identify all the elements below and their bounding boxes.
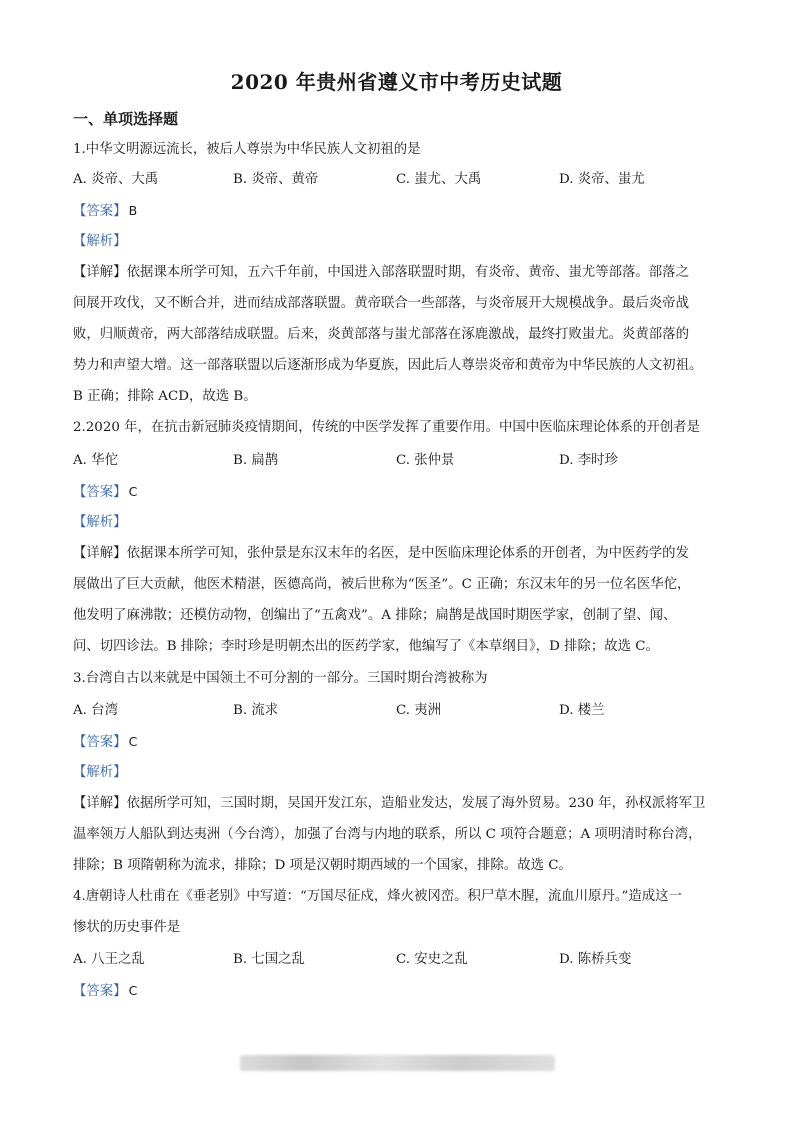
detail-label: 【详解】 — [73, 546, 127, 561]
question-1-analysis-label — [73, 232, 723, 252]
option-d: D. 陈桥兵变 — [559, 952, 632, 967]
question-3-detail-line: 温率领万人船队到达夷洲（今台湾），加强了台湾与内地的联系，所以 C 项符合题意；A 项明清时称台湾， — [73, 827, 702, 842]
question-4-options — [73, 950, 723, 970]
option-c: C. 夷洲 — [396, 703, 442, 718]
question-3-detail-line — [73, 794, 723, 814]
option-a: A. 八王之乱 — [73, 952, 145, 967]
answer-label: 【答案】 — [73, 204, 127, 219]
question-4-stem-continued: 惨状的历史事件是 — [73, 920, 181, 935]
question-2-options — [73, 451, 723, 471]
option-a: A. 华佗 — [73, 453, 118, 468]
question-1-answer — [73, 201, 723, 222]
question-2-detail-line: 展做出了巨大贡献，他医术精湛，医德高尚，被后世称为“医圣”。C 正确；东汉末年的另一位名医华佗， — [73, 577, 691, 592]
question-1-detail-line: B 正确；排除 ACD，故选 B。 — [73, 389, 257, 404]
question-2-detail-line: 他发明了麻沸散；还模仿动物，创编出了“五禽戏”。A 排除；扁鹊是战国时期医学家，创制了望、闻、 — [73, 608, 677, 623]
option-d: D. 炎帝、蚩尤 — [559, 172, 645, 187]
detail-label: 【详解】 — [73, 265, 127, 280]
question-1-detail-line: 败，归顺黄帝，两大部落结成联盟。后来，炎黄部落与蚩尤部落在涿鹿激战，最终打败蚩尤。炎黄部落的 — [73, 327, 689, 342]
option-a: A. 炎帝、大禹 — [73, 172, 159, 187]
option-c: C. 安史之乱 — [396, 952, 468, 967]
option-b: B. 扁鹊 — [233, 453, 279, 468]
question-3-stem: 3.台湾自古以来就是中国领土不可分割的一部分。三国时期台湾被称为 — [73, 671, 488, 686]
detail-text: 依据课本所学可知，五六千年前，中国进入部落联盟时期，有炎帝、黄帝、蚩尤等部落。部落之 — [126, 265, 689, 280]
question-4-answer — [73, 981, 723, 1002]
question-4-stem: 4.唐朝诗人杜甫在《垂老别》中写道：“万国尽征戍，烽火被冈峦。积尸草木腥，流血川原丹。”造成这一 — [73, 889, 682, 904]
answer-value: C — [128, 734, 138, 749]
detail-text: 依据课本所学可知，张仲景是东汉末年的名医，是中医临床理论体系的开创者，为中医药学的发 — [126, 546, 689, 561]
option-b: B. 流求 — [233, 703, 279, 718]
answer-value: C — [128, 484, 138, 499]
detail-text: 依据所学可知，三国时期，吴国开发江东，造船业发达，发展了海外贸易。230 年，孙权派将军卫 — [126, 796, 706, 811]
answer-label: 【答案】 — [73, 485, 127, 500]
section-heading: 一、单项选择题 — [73, 110, 179, 128]
answer-value: C — [128, 983, 138, 998]
answer-label: 【答案】 — [73, 984, 127, 999]
option-d: D. 李时珍 — [559, 453, 618, 468]
option-c: C. 张仲景 — [396, 453, 455, 468]
question-3-analysis-label — [73, 763, 723, 783]
analysis-label: 【解析】 — [73, 765, 127, 780]
question-1-options — [73, 170, 723, 190]
question-2-detail-line: 问、切四诊法。B 排除；李时珍是明朝杰出的医药学家，他编写了《本草纲目》，D 排除；故选 C。 — [73, 639, 659, 654]
question-3-detail-line: 排除；B 项隋朝称为流求，排除；D 项是汉朝时期西域的一个国家，排除。故选 C。 — [73, 858, 572, 873]
blurred-footer-watermark — [240, 1055, 555, 1071]
question-2-answer — [73, 482, 723, 503]
answer-label: 【答案】 — [73, 735, 127, 750]
question-3-options — [73, 701, 723, 721]
question-3-answer — [73, 732, 723, 753]
option-c: C. 蚩尤、大禹 — [396, 172, 482, 187]
answer-value: B — [128, 203, 138, 218]
analysis-label: 【解析】 — [73, 515, 127, 530]
page-title: 2020 年贵州省遵义市中考历史试题 — [230, 70, 563, 94]
option-d: D. 楼兰 — [559, 703, 605, 718]
question-1-detail-line — [73, 263, 723, 283]
analysis-label: 【解析】 — [73, 234, 127, 249]
question-2-detail-line — [73, 544, 723, 564]
question-2-analysis-label — [73, 513, 723, 533]
question-2-stem: 2.2020 年，在抗击新冠肺炎疫情期间，传统的中医学发挥了重要作用。中国中医临床理论体系的开创者是 — [73, 420, 700, 435]
option-a: A. 台湾 — [73, 703, 118, 718]
option-b: B. 炎帝、黄帝 — [233, 172, 319, 187]
question-1-stem: 1.中华文明源远流长，被后人尊崇为中华民族人文初祖的是 — [73, 142, 421, 157]
question-1-detail-line: 间展开攻伐，又不断合并，进而结成部落联盟。黄帝联合一些部落，与炎帝展开大规模战争。最后炎帝战 — [73, 296, 689, 311]
option-b: B. 七国之乱 — [233, 952, 305, 967]
question-1-detail-line: 势力和声望大增。这一部落联盟以后逐渐形成为华夏族，因此后人尊崇炎帝和黄帝为中华民族的人文初祖。 — [73, 358, 703, 373]
detail-label: 【详解】 — [73, 796, 127, 811]
